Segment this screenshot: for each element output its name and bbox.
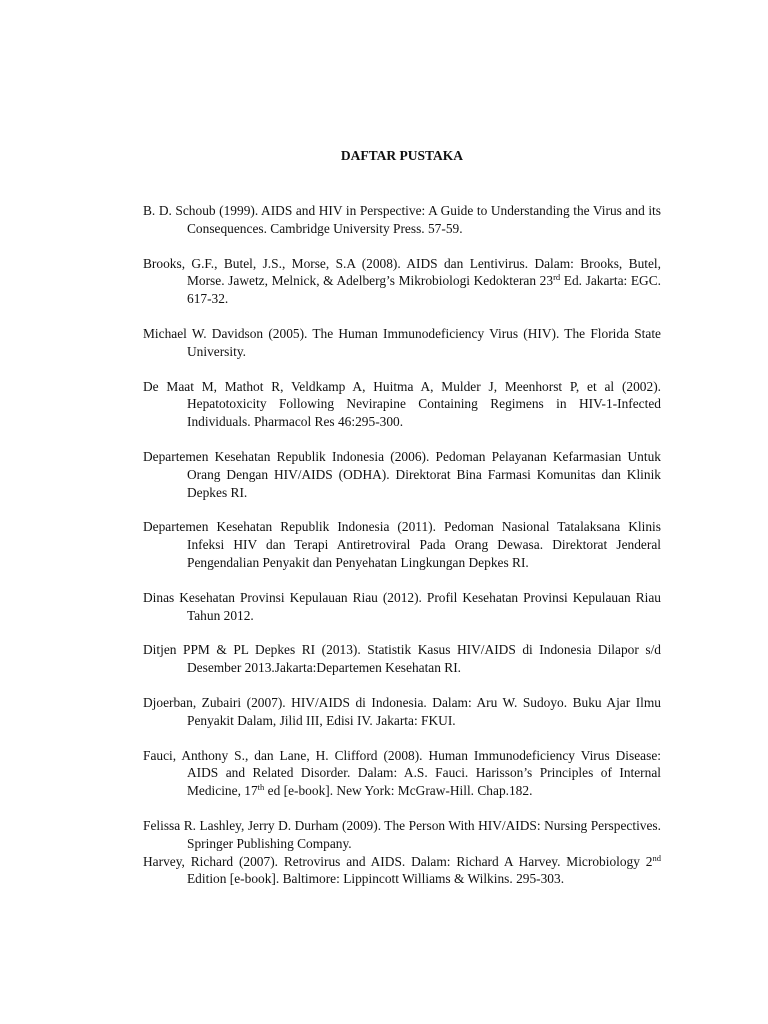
reference-text: Fauci, Anthony S., dan Lane, H. Clifford (2008). Human Immunodeficiency Virus Disease: AIDS and Related Disorder. Dalam: A.S. Fauci. Harisson’s Principles of Internal Medicine, 17: [143, 747, 661, 799]
reference-text: ed [e-book]. New York: McGraw-Hill. Chap.182.: [264, 783, 533, 799]
reference-text: Edition [e-book]. Baltimore: Lippincott Williams & Wilkins. 295-303.: [187, 871, 565, 887]
reference-entry-depkes-2011: Departemen Kesehatan Republik Indonesia (2011). Pedoman Nasional Tatalaksana Klinis Infeksi HIV dan Terapi Antiretroviral Pada Orang Dewasa. Direktorat Jenderal Pengendalian Penyakit dan Penyehatan Lingkungan Depkes RI.: [143, 519, 661, 570]
page-title: DAFTAR PUSTAKA: [340, 148, 464, 163]
reference-entry-davidson: Michael W. Davidson (2005). The Human Immunodeficiency Virus (HIV). The Florida State University.: [143, 325, 661, 359]
reference-entry-brooks: [143, 255, 661, 308]
superscript: rd: [553, 272, 561, 283]
reference-entry-depkes-2006: Departemen Kesehatan Republik Indonesia (2006). Pedoman Pelayanan Kefarmasian Untuk Orang Dengan HIV/AIDS (ODHA). Direktorat Bina Farmasi Komunitas dan Klinik Depkes RI.: [143, 448, 661, 500]
superscript: th: [257, 782, 265, 793]
reference-text: Harvey, Richard (2007). Retrovirus and AIDS. Dalam: Richard A Harvey. Microbiology 2: [143, 853, 653, 869]
reference-text: Brooks, G.F., Butel, J.S., Morse, S.A (2008). AIDS dan Lentivirus. Dalam: Brooks, Butel, Morse. Jawetz, Melnick, & Adelberg’s Mikrobiologi Kedokteran 23: [143, 255, 661, 289]
superscript: nd: [652, 852, 661, 863]
reference-entry-fauci: [143, 747, 661, 800]
reference-entry-lashley: Felissa R. Lashley, Jerry D. Durham (2009). The Person With HIV/AIDS: Nursing Perspectives. Springer Publishing Company.: [143, 817, 661, 851]
document-page: [143, 147, 661, 905]
reference-entry-schoub: B. D. Schoub (1999). AIDS and HIV in Perspective: A Guide to Understanding the Virus and its Consequences. Cambridge University Press. 57-59.: [143, 203, 661, 236]
reference-entry-ditjen-ppm: Ditjen PPM & PL Depkes RI (2013). Statistik Kasus HIV/AIDS di Indonesia Dilapor s/d Desember 2013.Jakarta:Departemen Kesehatan RI.: [143, 642, 661, 676]
reference-entry-de-maat: De Maat M, Mathot R, Veldkamp A, Huitma A, Mulder J, Meenhorst P, et al (2002). Hepatotoxicity Following Nevirapine Containing Regimens in HIV-1-Infected Individuals. Pharmacol Res 46:295-300.: [143, 378, 661, 430]
reference-entry-harvey: [143, 853, 661, 889]
reference-entry-djoerban: Djoerban, Zubairi (2007). HIV/AIDS di Indonesia. Dalam: Aru W. Sudoyo. Buku Ajar Ilmu Penyakit Dalam, Jilid III, Edisi IV. Jakarta: FKUI.: [143, 694, 661, 728]
reference-text: Ed. Jakarta: EGC. 617-32.: [187, 273, 661, 307]
reference-entry-dinkes-riau: Dinas Kesehatan Provinsi Kepulauan Riau (2012). Profil Kesehatan Provinsi Kepulauan Riau Tahun 2012.: [143, 589, 661, 623]
